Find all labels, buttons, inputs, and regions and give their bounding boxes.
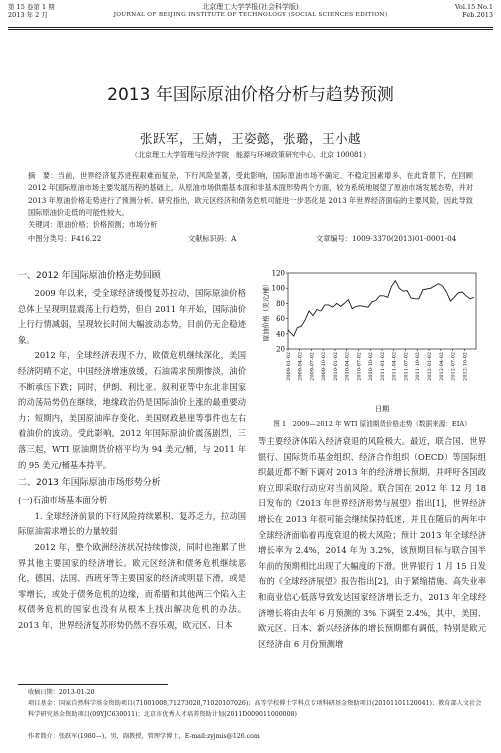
header-left bbox=[8, 3, 55, 19]
keywords: 关键词：原油价格；价格预测；市场分析 bbox=[28, 220, 158, 229]
header-right bbox=[455, 3, 493, 19]
x-tick-label: 2010-10-02 bbox=[368, 352, 375, 381]
subsection-heading: (一)石油市场基本面分析 bbox=[18, 495, 108, 506]
price-series-line bbox=[288, 281, 474, 337]
article-number: 文章编号：1009-3370(2013)01-0001-04 bbox=[316, 234, 457, 243]
paragraph: 2009 年以来，受全球经济缓慢复苏拉动，国际原油价格总体上呈现明显震荡上行趋势，但自 2011 年开始，国际油价上行行情减弱，呈现较长时间大幅波动态势，目前仍无企稳迹象。 bbox=[18, 288, 246, 345]
x-tick-label: 2009-07-02 bbox=[309, 352, 316, 381]
journal-name-cn: 北京理工大学学报(社会科学版) bbox=[202, 3, 299, 11]
oil-price-chart bbox=[258, 265, 486, 415]
issue-date: 2013 年 2 月 bbox=[8, 11, 48, 19]
x-tick-label: 2011-04-02 bbox=[391, 352, 398, 381]
received-date: 收稿日期：2013-01-20 bbox=[28, 689, 95, 696]
y-tick-label: 20 bbox=[276, 345, 285, 354]
fund-note: 项目基金：国家自然科学基金资助项目(71001008,71273028,71020107026)；高等学校博士学科点专项科研基金资助项目(20101101120041)；教育部人文社会科学研究基金资助项目(09YJC630011)；北京市优秀人才培养资助计划(2011D009011000008) bbox=[28, 700, 482, 718]
y-axis-label: 原油价格（美元/桶） bbox=[262, 280, 270, 342]
x-axis-label: 日期 bbox=[375, 405, 389, 413]
x-tick-label: 2011-10-02 bbox=[415, 352, 422, 381]
x-tick-label: 2010-07-02 bbox=[356, 352, 363, 381]
paragraph: 2012 年，全球经济表现不力，欧债危机继续深化，美国经济阴晴不定，中国经济增速放缓，石油需求预期惨淡，油价不断承压下跌；同时，伊朗、利比亚、叙利亚等中东北非国家的动荡局势仍在继续，地缘政治仍是国际油价上涨的最重要动力；短期内，美国原油库存变化、美国财政悬崖等事件也左右着油价的波动。受此影响，2012 年国际原油价震荡剧烈，三落三起，WTI 原油期货价格平均为 94 美元/桶，与 2011 年的 95 美元/桶基本持平。 bbox=[18, 350, 246, 470]
running-header bbox=[8, 3, 493, 29]
y-tick-label: 100 bbox=[271, 284, 285, 293]
clc-number: 中图分类号：F416.22 bbox=[28, 234, 102, 243]
footnote-rule bbox=[18, 684, 168, 685]
header-center bbox=[68, 3, 433, 19]
journal-name-en: JOURNAL OF BEIJING INSTITUTE OF TECHNOLOGY (SOCIAL SCIENCES EDITION) bbox=[113, 12, 388, 18]
x-tick-label: 2010-01-02 bbox=[333, 352, 340, 381]
y-tick-label: 120 bbox=[271, 269, 285, 278]
y-tick-label: 80 bbox=[276, 299, 285, 308]
paragraph: 等主要经济体陷入经济衰退的风险极大。最近，联合国、世界银行、国际货币基金组织、经济合作组织（OECD）等国际组织最近都不断下调对 2013 年的经济增长预期，并呼吁各国政府立即采取行动应对当前风险。联合国在 2012 年 12 月 18 日发布的《2013 年世界经济形势与展望》指出[1]，世界经济增长在 2013 年很可能会继续保持低迷，并且在随后的两年中全球经济面临着再度衰退的极大风险；预计 2013 年全球经济增长率为 2.4%，2014 年为 3.2%，该预期目标与联合国半年前的预期相比出现了大幅度的下滑。世界银行 1 月 15 日发布的《全球经济展望》报告指出[2]，由于紧缩措施、高失业率和商业信心低落导致发达国家经济增长乏力，2013 年全球经济增长将由去年 6 月预测的 3% 下调至 2.4%，其中，美国、欧元区、日本、新兴经济体的增长预期都有调低，特别是欧元区经济由 6 月份预测增 bbox=[258, 436, 486, 649]
sub-heading-1: 1. 全球经济前景的下行风险持续累积、复苏乏力，拉动国际原油需求增长的力量较弱 bbox=[18, 510, 246, 537]
x-tick-label: 2010-04-02 bbox=[344, 352, 351, 381]
volume-issue: 第 15 卷第 1 期 bbox=[8, 3, 55, 11]
section-heading-1: 一、2012 年国际原油价格走势回顾 bbox=[18, 271, 161, 281]
section-heading-2: 二、2013 年国际原油市场形势分析 bbox=[18, 478, 161, 489]
x-tick-label: 2011-01-02 bbox=[380, 352, 387, 381]
right-column bbox=[258, 434, 486, 652]
x-tick-label: 2009-01-02 bbox=[286, 352, 292, 381]
document-code: 文献标识码：A bbox=[188, 234, 237, 243]
paragraph: 2012 年，整个欧洲经济状况持续惨淡，同时也拖累了世界其他主要国家的经济增长。欧元区经济和债务危机继续恶化，德国、法国、西班牙等主要国家的经济或明显下滑，或是零增长，或处于债务危机的边缘，而希腊和其他两三个陷入主权债务危机的国家也没有从根本上找出解决危机的办法。2013 年，世界经济复苏形势仍然不容乐观，欧元区、日本 bbox=[18, 541, 246, 630]
x-tick-label: 2009-10-02 bbox=[321, 352, 328, 381]
left-column bbox=[18, 266, 246, 633]
x-tick-label: 2012-04-02 bbox=[438, 352, 445, 381]
article-title: 2013 年国际原油价格分析与趋势预测 bbox=[107, 85, 394, 105]
chart-plot bbox=[261, 270, 476, 414]
abstract: 摘 要：当前，世界经济复苏进程艰难而复杂，下行风险显著，受此影响，国际原油市场不确定、不稳定因素增多，在此背景下，在回顾 2012 年国际原油市场主要发展历程的基础上，从原油市场供需基本面和非基本面形势两个方面，较为系统地展望了原油市场发展态势，并对 2013 年原油价格走势进行了预测分析。研究指出，欧元区经济和债务危机可能进一步恶化是 2013 年世界经济面临的主要风险，因此导致国际原油价走低的可能性较大。 bbox=[28, 171, 473, 217]
x-tick-label: 2012-01-02 bbox=[427, 352, 434, 381]
volume-issue-en: Vol.15 No.1 bbox=[454, 3, 493, 11]
figure-caption: 图 1 2009—2012 年 WTI 原油期货价格走势（数据来源：EIA） bbox=[273, 420, 471, 428]
x-tick-label: 2009-04-02 bbox=[297, 352, 304, 381]
x-tick-label: 2011-07-02 bbox=[403, 352, 410, 381]
x-tick-label: 2012-07-02 bbox=[450, 352, 457, 381]
y-tick-label: 40 bbox=[276, 330, 285, 339]
author-bio: 作者简介：张跃军(1980—)，男，副教授，管理学博士，E-mail:zyjmis@126.com bbox=[28, 733, 260, 740]
x-tick-label: 2012-10-02 bbox=[462, 352, 469, 381]
issue-date-en: Feb.2013 bbox=[462, 11, 493, 19]
affiliation: （北京理工大学管理与经济学院 能源与环境政策研究中心，北京 100081） bbox=[131, 151, 370, 159]
header-rule-top bbox=[8, 27, 493, 28]
header-rule-bottom bbox=[8, 29, 493, 30]
y-tick-label: 60 bbox=[276, 315, 285, 324]
author-list: 张跃军，王婧，王姿懿，张璐，王小越 bbox=[139, 131, 361, 146]
